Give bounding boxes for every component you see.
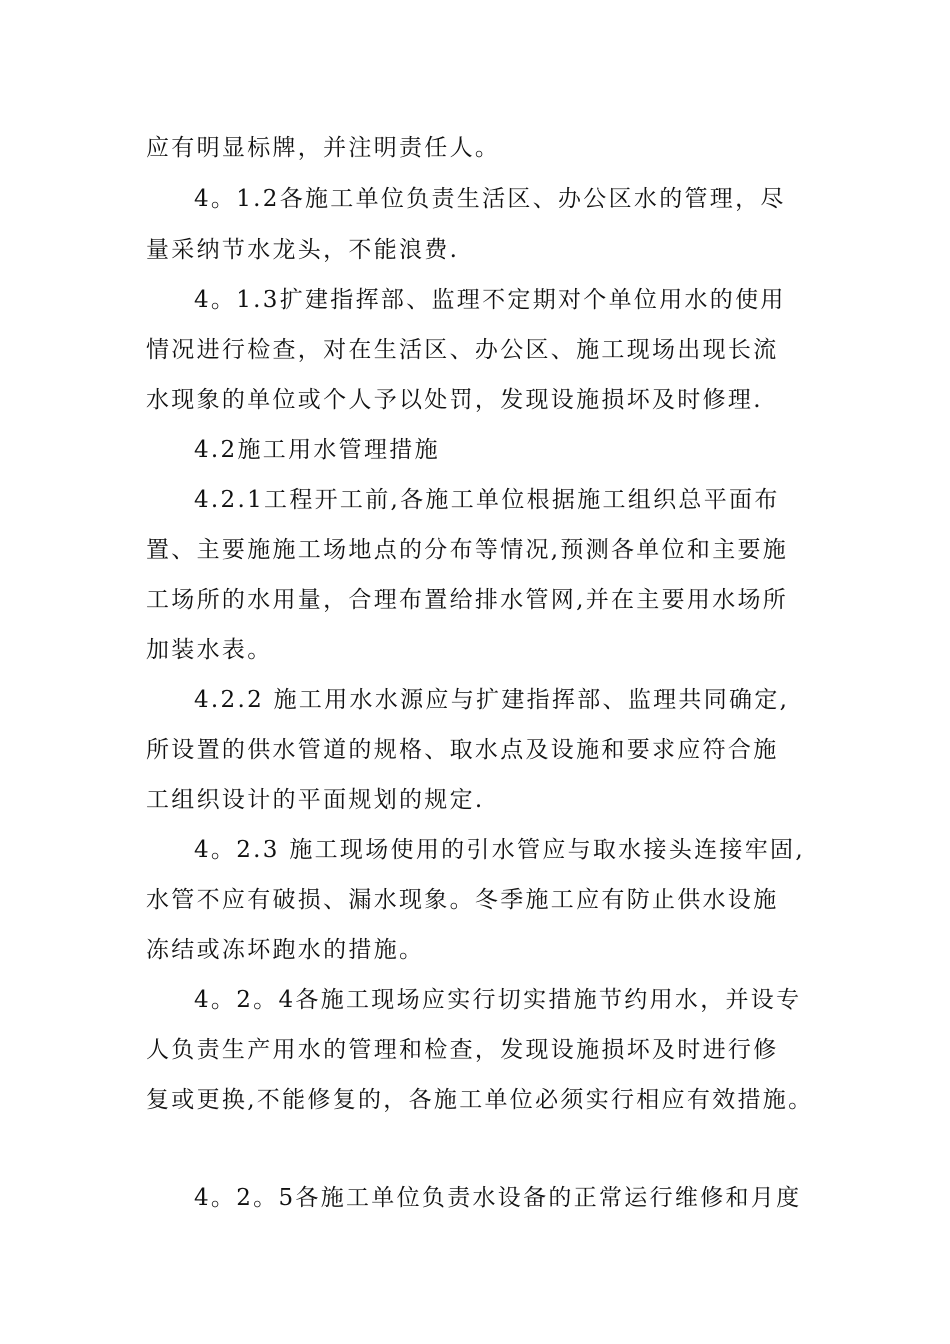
- text-line: 4。1.3扩建指挥部、监理不定期对个单位用水的使用: [194, 287, 786, 313]
- text-line: 量采纳节水龙头，不能浪费.: [146, 237, 460, 263]
- text-line: 水管不应有破损、漏水现象。冬季施工应有防止供水设施: [146, 887, 779, 913]
- text-line: 工组织设计的平面规划的规定.: [146, 787, 485, 813]
- text-line: 4。2。5各施工单位负责水设备的正常运行维修和月度: [194, 1185, 802, 1211]
- text-line: 复或更换,不能修复的，各施工单位必须实行相应有效措施。: [146, 1087, 814, 1113]
- text-line: 4。2.3 施工现场使用的引水管应与取水接头连接牢固,: [194, 837, 805, 863]
- text-line: 所设置的供水管道的规格、取水点及设施和要求应符合施: [146, 737, 779, 763]
- text-line: 应有明显标牌，并注明责任人。: [146, 135, 501, 161]
- text-line: 4.2.1工程开工前,各施工单位根据施工组织总平面布: [194, 487, 780, 513]
- text-line: 情况进行检查，对在生活区、办公区、施工现场出现长流: [146, 337, 779, 363]
- text-line: 置、主要施施工场地点的分布等情况,预测各单位和主要施: [146, 537, 789, 563]
- text-line: 4。2。4各施工现场应实行切实措施节约用水，并设专: [194, 987, 802, 1013]
- text-line: 加装水表。: [146, 637, 273, 663]
- text-line: 工场所的水用量，合理布置给排水管网,并在主要用水场所: [146, 587, 789, 613]
- section-heading: 4.2施工用水管理措施: [194, 437, 440, 463]
- text-line: 水现象的单位或个人予以处罚，发现设施损坏及时修理.: [146, 387, 763, 413]
- text-line: 人负责生产用水的管理和检查，发现设施损坏及时进行修: [146, 1037, 779, 1063]
- text-line: 冻结或冻坏跑水的措施。: [146, 937, 425, 963]
- text-line: 4.2.2 施工用水水源应与扩建指挥部、监理共同确定,: [194, 687, 790, 713]
- text-line: 4。1.2各施工单位负责生活区、办公区水的管理，尽: [194, 186, 786, 212]
